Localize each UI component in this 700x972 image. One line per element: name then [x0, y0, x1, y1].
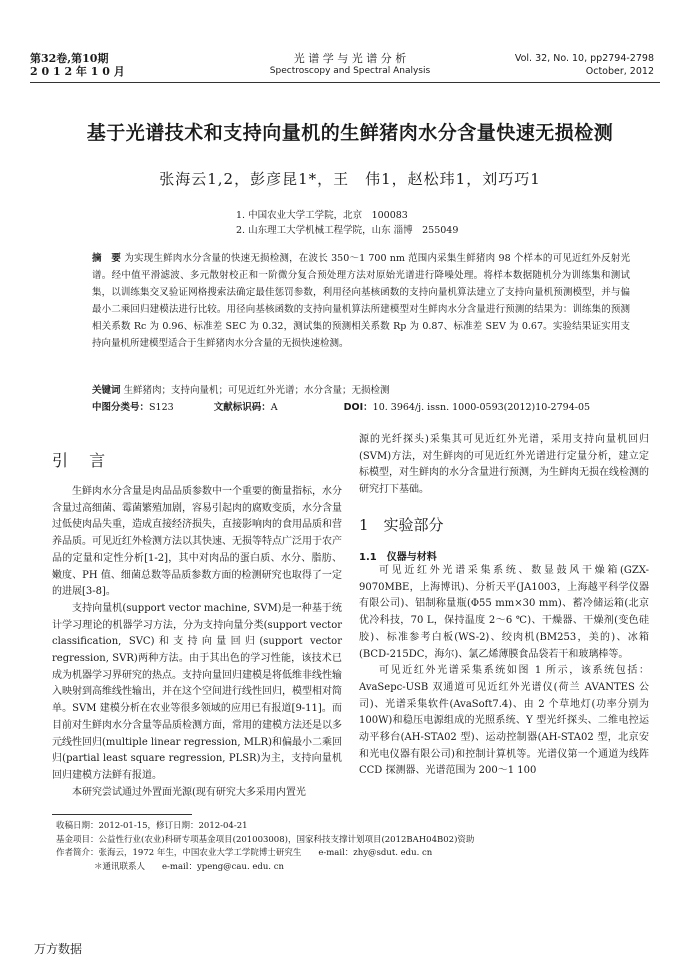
intro-paragraph: 生鲜肉水分含量是肉品品质参数中一个重要的衡量指标，水分含量过高细菌、霉菌繁殖加剧，容易引起肉的腐败变质，水分含量过低使肉品失重，造成直接经济损失，直接影响肉的食用品质和营养品质。可见近红外检测方法以其快速、无损等特点广泛用于农产品的定量和定性分析[1-2]，其中对肉品的蛋白质、水分、脂肪、嫩度、PH 值、细菌总数等品质参数方面的检测研究也取得了一定的进展[3-8]。	[52, 486, 342, 598]
intro-continuation	[359, 432, 649, 499]
journal-name-cn: 光 谱 学 与 光 谱 分 析	[293, 52, 407, 65]
materials-paragraph: 可见近红外光谱采集系统如图 1 所示，该系统包括：AvaSepc-USB 双通道可见近红外光谱仪(荷兰 AVANTES 公司)、光谱采集软件(AvaSoft7.4)、由 2 个草地灯(功率分别为 100W)和稳压电源组成的光照系统、Y 型光纤探头、二维电控运动平移台(AH-STA02 型)、运动控制器(AH-STA02 型，北京安和光电仪器有限公司)和控制计算机等。光谱仪第一个通道为线阵 CCD 探测器、光谱范围为 200～1 100	[359, 665, 649, 777]
footnotes	[56, 820, 656, 874]
intro-heading: 引 言	[52, 451, 114, 470]
affiliations	[236, 208, 458, 238]
intro-paragraph: 支持向量机(support vector machine, SVM)是一种基于统计学习理论的机器学习方法，分为支持向量分类(support vector classification, SVC)和支持向量回归(support vector regression, SVR)两种方法。由于其出色的学习性能，该技术已成为机器学习界研究的热点。支持向量回归建模是将低维非线性输入映射到高维线性输出，并在这个空间进行线性回归，模型相对简单。SVM 建模分析在农业等很多领域的应用已有报道[9-11]。而目前对生鲜肉水分含量等品质检测方面，常用的建模方法还是以多元线性回归(multiple linear regression, MLR)和偏最小二乘回归(partial least square regression, PLSR)为主，支持向量机回归建模方法鲜有报道。	[52, 602, 342, 781]
received-date: 收稿日期：2012-01-15，修订日期：2012-04-21	[56, 821, 248, 831]
materials-paragraph: 可见近红外光谱采集系统、数显鼓风干燥箱(GZX-9070MBE，上海博讯)、分析天平(JA1003，上海越平科学仪器有限公司)、铝制称量瓶(Φ55 mm×30 mm)、蓄冷储运箱(北京优冷科技，70 L，保持温度 2～6 ℃)、干燥器、干燥剂(变色硅胶)、标准参考白板(WS-2)、绞肉机(BM253，美的)、冰箱(BCD-215DC，海尔)、氯乙烯薄膜食品袋若干和玻璃棒等。	[359, 565, 649, 660]
subsection-1-1-heading: 1.1 仪器与材料	[359, 552, 437, 563]
materials-body	[359, 563, 649, 780]
paper-title: 基于光谱技术和支持向量机的生鲜猪肉水分含量快速无损检测	[86, 122, 614, 144]
volume-en: Vol. 32, No. 10, pp2794-2798	[514, 53, 654, 64]
continuation-paragraph: 源的光纤探头)采集其可见近红外光谱，采用支持向量机回归(SVM)方法，对生鲜肉的可见近红外光谱进行定量分析，建立定标模型，对生鲜肉的水分含量进行预测，为生鲜肉无损在线检测的研究打下基础。	[359, 434, 649, 496]
date-en: October, 2012	[585, 66, 654, 77]
volume-cn: 第32卷,第10期	[30, 52, 109, 65]
author-list: 张海云1,2，彭彦昆1*，王 伟1，赵松玮1，刘巧巧1	[159, 170, 541, 188]
abstract	[92, 250, 630, 352]
doc-code-label: 文献标识码：	[213, 402, 271, 413]
journal-name-en: Spectroscopy and Spectral Analysis	[269, 66, 431, 76]
section-1-heading: 1 实验部分	[359, 516, 444, 534]
corresponding-author: ＊通讯联系人 e-mail：ypeng@cau. edu. cn	[94, 861, 284, 872]
keywords-text: 生鲜猪肉；支持向量机；可见近红外光谱；水分含量；无损检测	[123, 385, 390, 396]
classification-row	[92, 399, 590, 416]
clc-label: 中图分类号：	[92, 402, 150, 413]
journal-volume-en	[515, 52, 654, 78]
keywords-label: 关键词	[92, 385, 121, 396]
affiliation-1: 1. 中国农业大学工学院，北京 100083	[236, 210, 408, 221]
abstract-label: 摘 要	[92, 253, 122, 264]
intro-paragraph: 本研究尝试通过外置面光源(现有研究大多采用内置光	[72, 786, 306, 798]
watermark: 万方数据	[34, 942, 83, 956]
header-divider	[30, 82, 660, 83]
doi-label: DOI：	[343, 402, 373, 413]
abstract-text: 为实现生鲜肉水分含量的快速无损检测，在波长 350～1 700 nm 范围内采集生鲜猪肉 98 个样本的可见近红外反射光谱。经中值平滑滤波、多元散射校正和一阶微分复合预处理方法对原始光谱进行降噪处理。将样本数据随机分为训练集和测试集，以训练集交叉验证网格搜索法确定最佳惩罚参数，利用径向基核函数的支持向量机算法建立了支持向量机预测模型，并与偏最小二乘回归建模法进行比较。用径向基核函数的支持向量机算法所建模型对生鲜肉水分含量进行预测的结果为：训练集的预测相关系数 Rc 为 0.96、标准差 SEC 为 0.32，测试集的预测相关系数 Rp 为 0.87、标准差 SEV 为 0.67。实验结果证实用支持向量机所建模型适合于生鲜猪肉水分含量的无损快速检测。	[92, 253, 630, 349]
affiliation-2: 2. 山东理工大学机械工程学院，山东 淄博 255049	[236, 225, 459, 236]
keywords	[92, 382, 630, 399]
author-bio: 作者简介：张海云，1972 年生，中国农业大学工学院博士研究生 e-mail：zhy@sdut. edu. cn	[56, 848, 433, 858]
date-cn: 2 0 1 2 年 1 0 月	[30, 65, 125, 78]
doc-code-value: A	[270, 402, 278, 413]
footnote-divider	[52, 814, 192, 815]
intro-body	[52, 484, 342, 801]
clc-value: S123	[149, 402, 174, 413]
doi-value: 10. 3964/j. issn. 1000-0593(2012)10-2794-05	[372, 402, 591, 413]
funding-note: 基金项目：公益性行业(农业)科研专项基金项目(201003008)，国家科技支撑计划项目(2012BAH04B02)资助	[56, 834, 475, 845]
